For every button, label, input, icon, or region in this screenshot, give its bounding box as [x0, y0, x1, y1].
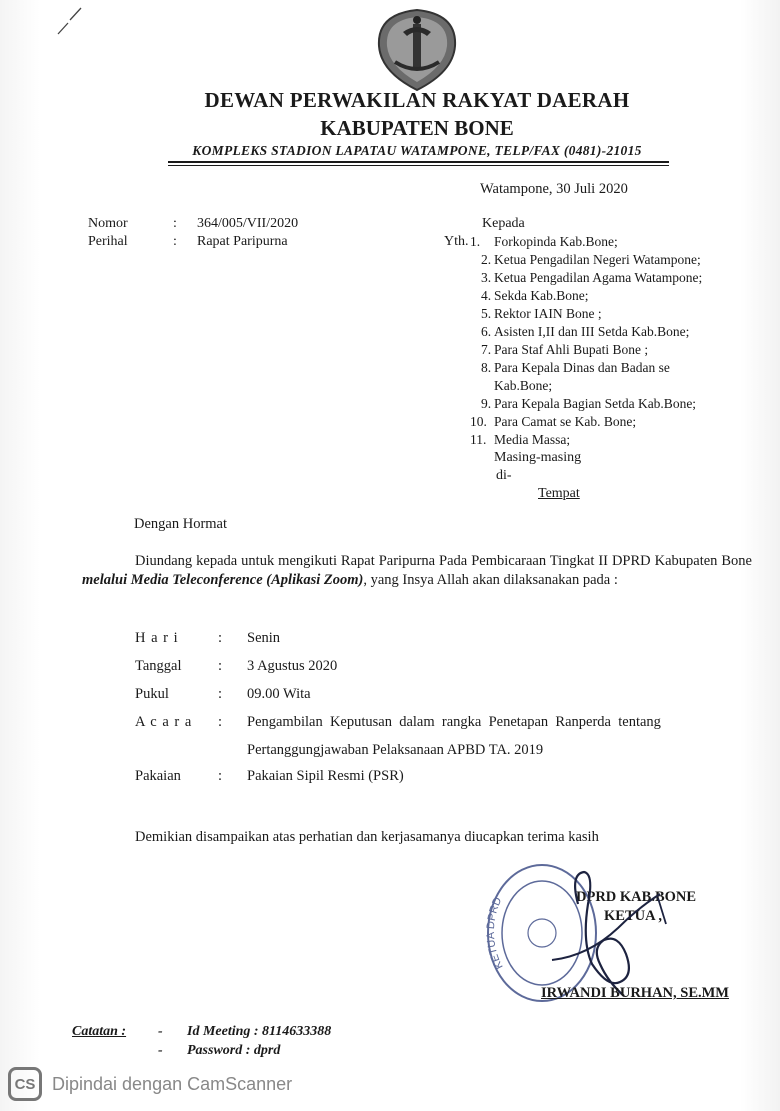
agenda-value: Pengambilan Keputusan dalam rangka Penetapan Ranperda tentang — [247, 714, 661, 730]
agenda-value: Senin — [247, 630, 281, 646]
recipient-num: 6. — [481, 324, 492, 339]
notes-label: Catatan : — [72, 1024, 127, 1039]
meeting-password: Password : dprd — [187, 1043, 281, 1058]
signature-title: KETUA , — [604, 908, 663, 924]
recipient-text: Para Kepala Bagian Setda Kab.Bone; — [494, 396, 697, 411]
letterhead-region: KABUPATEN BONE — [320, 116, 514, 140]
letterhead-institution: DEWAN PERWAKILAN RAKYAT DAERAH — [204, 88, 630, 112]
nomor-value: 364/005/VII/2020 — [197, 216, 299, 231]
meeting-id: Id Meeting : 8114633388 — [187, 1024, 332, 1039]
closing-sentence: Demikian disampaikan atas perhatian dan kerjasamanya diucapkan terima kasih — [135, 829, 599, 845]
recipient-num: 9. — [481, 396, 492, 411]
perihal-value: Rapat Paripurna — [197, 234, 288, 249]
recipient-text: Media Massa; — [494, 432, 571, 447]
recipient-num: 5. — [481, 306, 492, 321]
camscanner-logo-icon: CS — [8, 1067, 42, 1101]
agenda-label: Tanggal — [135, 658, 182, 674]
masing-masing: Masing-masing — [494, 450, 582, 465]
agenda-value-continued: Pertanggungjawaban Pelaksanaan APBD TA. 2019 — [247, 742, 544, 758]
tempat-label: Tempat — [538, 486, 580, 501]
agenda-colon: : — [218, 714, 223, 730]
agenda-label: A c a r a — [135, 714, 193, 730]
recipient-num: 4. — [481, 288, 492, 303]
nomor-colon: : — [173, 216, 177, 231]
place-date: Watampone, 30 Juli 2020 — [480, 181, 628, 197]
recipient-text: Asisten I,II dan III Setda Kab.Bone; — [494, 324, 690, 339]
recipient-num: 10. — [470, 414, 487, 429]
regency-emblem-icon — [373, 6, 461, 92]
agenda-colon: : — [218, 630, 223, 646]
perihal-colon: : — [173, 234, 177, 249]
notes-bullet: - — [158, 1043, 163, 1058]
stamp-text: KETUA DPRD — [484, 895, 506, 972]
recipient-text: Para Camat se Kab. Bone; — [494, 414, 637, 429]
recipient-num: 7. — [481, 342, 492, 357]
letterhead-rule — [168, 161, 669, 163]
agenda-colon: : — [218, 686, 223, 702]
recipient-num: 8. — [481, 360, 492, 375]
letterhead-address: KOMPLEKS STADION LAPATAU WATAMPONE, TELP/FAX (0481)-21015 — [192, 143, 642, 158]
pen-mark — [54, 6, 84, 38]
agenda-label: H a r i — [135, 630, 179, 646]
handwritten-signature — [548, 864, 688, 999]
intro-text-end: , yang Insya Allah akan dilaksanakan pada : — [363, 572, 618, 588]
agenda-colon: : — [218, 658, 223, 674]
perihal-label: Perihal — [88, 234, 128, 249]
recipient-text: Kab.Bone; — [494, 378, 553, 393]
recipient-text: Para Staf Ahli Bupati Bone ; — [494, 342, 649, 357]
recipient-text: Rektor IAIN Bone ; — [494, 306, 602, 321]
recipient-num: 2. — [481, 252, 492, 267]
agenda-label: Pakaian — [135, 768, 181, 784]
nomor-label: Nomor — [88, 216, 128, 231]
recipient-text: Ketua Pengadilan Agama Watampone; — [494, 270, 703, 285]
camscanner-watermark — [8, 1067, 292, 1101]
recipient-num: 3. — [481, 270, 492, 285]
recipient-text: Sekda Kab.Bone; — [494, 288, 589, 303]
yth-label: Yth. — [444, 234, 469, 249]
recipient-num: 1. — [470, 234, 481, 249]
watermark-text: Dipindai dengan CamScanner — [52, 1073, 293, 1094]
signature-name: IRWANDI BURHAN, SE.MM — [541, 985, 729, 1001]
agenda-value: 09.00 Wita — [247, 686, 311, 702]
recipient-text: Ketua Pengadilan Negeri Watampone; — [494, 252, 701, 267]
intro-paragraph — [82, 552, 752, 590]
letterhead-rule-thin — [168, 165, 669, 166]
intro-text: Diundang kepada untuk mengikuti Rapat Paripurna Pada Pembicaraan Tingkat II DPRD Kabupaten Bone — [135, 553, 752, 569]
signature-org: DPRD KAB.BONE — [576, 889, 697, 905]
greeting: Dengan Hormat — [134, 516, 228, 532]
notes-bullet: - — [158, 1024, 163, 1039]
agenda-value: 3 Agustus 2020 — [247, 658, 338, 674]
agenda-value: Pakaian Sipil Resmi (PSR) — [247, 768, 404, 784]
recipient-num: 11. — [470, 432, 487, 447]
recipient-text: Forkopinda Kab.Bone; — [494, 234, 618, 249]
agenda-label: Pukul — [135, 686, 169, 702]
recipient-text: Para Kepala Dinas dan Badan se — [494, 360, 670, 375]
intro-italic: melalui Media Teleconference (Aplikasi Zoom) — [82, 572, 364, 588]
di-label: di- — [496, 468, 512, 483]
agenda-colon: : — [218, 768, 223, 784]
kepada-label: Kepada — [482, 216, 525, 231]
